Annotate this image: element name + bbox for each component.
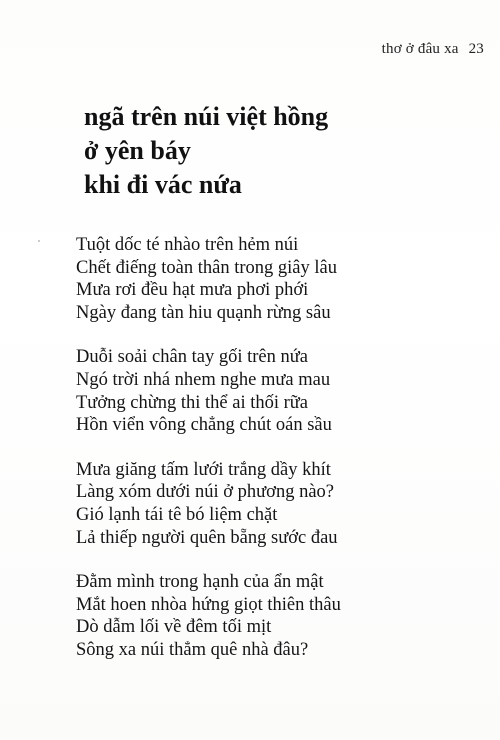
verse-line: Gió lạnh tái tê bó liệm chặt	[76, 504, 278, 525]
verse-line: Sông xa núi thẳm quê nhà đâu?	[76, 639, 309, 660]
verse-line: Ngó trời nhá nhem nghe mưa mau	[76, 369, 331, 390]
poem-title-line: ngã trên núi việt hồng	[84, 102, 329, 131]
verse-line: Đằm mình trong hạnh của ẩn mật	[76, 572, 324, 593]
running-header	[382, 41, 484, 58]
stanza-3	[76, 459, 476, 549]
page-number: 23	[468, 41, 484, 57]
poem-body	[76, 234, 476, 662]
verse-line: Tuột dốc té nhào trên hẻm núi	[76, 235, 299, 255]
poem-title-line: ở yên báy	[84, 136, 191, 165]
stanza-2	[76, 346, 476, 436]
poem-title	[84, 100, 464, 202]
verse-line: Mưa giăng tấm lưới trắng dầy khít	[76, 459, 331, 480]
verse-line: Duỗi soải chân tay gối trên nứa	[76, 347, 308, 368]
verse-line: Mắt hoen nhòa hứng giọt thiên thâu	[76, 594, 341, 615]
verse-line: Lả thiếp người quên bẵng sước đau	[76, 527, 338, 548]
stanza-1	[76, 234, 476, 324]
verse-line: Tưởng chừng thi thể ai thối rữa	[76, 392, 309, 413]
verse-line: Ngày đang tàn hiu quạnh rừng sâu	[76, 302, 331, 323]
verse-line: Hồn viển vông chẳng chút oán sầu	[76, 415, 332, 436]
paper-speck	[38, 240, 40, 242]
stanza-4	[76, 571, 476, 661]
book-title: thơ ở đâu xa	[381, 41, 459, 57]
verse-line: Làng xóm dưới núi ở phương nào?	[76, 482, 335, 503]
poem-title-line: khi đi vác nứa	[84, 170, 242, 199]
verse-line: Dò dẫm lối về đêm tối mịt	[76, 617, 272, 638]
verse-line: Chết điếng toàn thân trong giây lâu	[76, 257, 337, 278]
verse-line: Mưa rơi đều hạt mưa phơi phới	[76, 280, 309, 301]
